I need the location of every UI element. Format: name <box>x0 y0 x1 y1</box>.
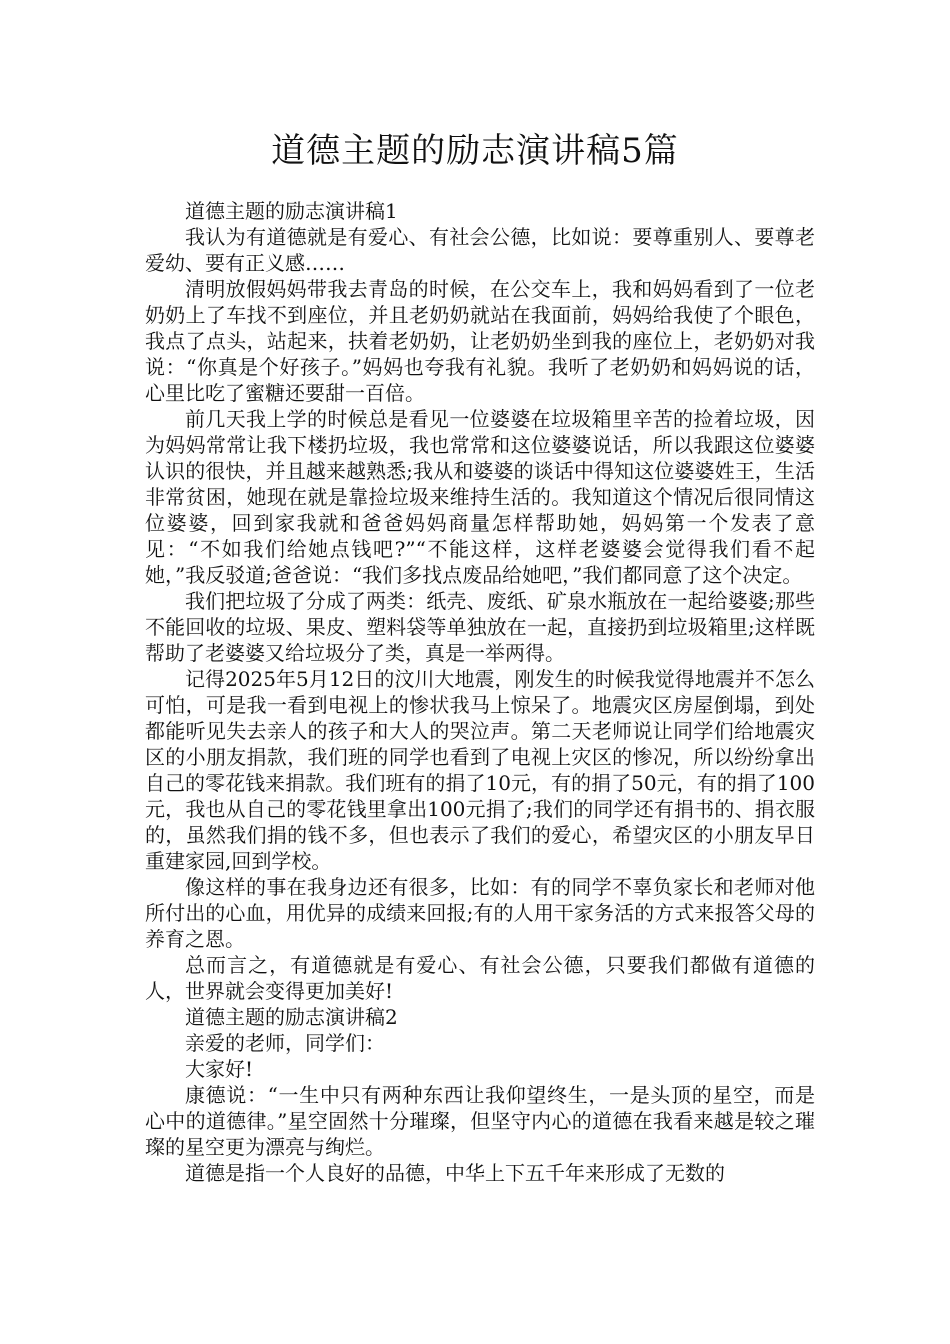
section-heading-2: 道德主题的励志演讲稿2 <box>185 1005 398 1029</box>
greeting: 大家好! <box>185 1057 254 1081</box>
paragraph: 我们把垃圾了分成了两类：纸壳、废纸、矿泉水瓶放在一起给婆婆;那些不能回收的垃圾、果皮、塑料袋等单独放在一起，直接扔到垃圾箱里;这样既帮助了老婆婆又给垃圾分了类，真是一举两得。 <box>145 589 815 665</box>
salutation: 亲爱的老师，同学们： <box>185 1031 385 1055</box>
paragraph: 总而言之，有道德就是有爱心、有社会公德，只要我们都做有道德的人，世界就会变得更加美好! <box>145 953 815 1003</box>
paragraph: 道德是指一个人良好的品德，中华上下五千年来形成了无数的 <box>185 1161 725 1185</box>
paragraph: 前几天我上学的时候总是看见一位婆婆在垃圾箱里辛苦的捡着垃圾，因为妈妈常常让我下楼扔垃圾，我也常常和这位婆婆说话，所以我跟这位婆婆认识的很快，并且越来越熟悉;我从和婆婆的谈话中得知这位婆婆姓王，生活非常贫困，她现在就是靠捡垃圾来维持生活的。我知道这个情况后很同情这位婆婆，回到家我就和爸爸妈妈商量怎样帮助她，妈妈第一个发表了意见：“不如我们给她点钱吧?”“不能这样，这样老婆婆会觉得我们看不起她，”我反驳道;爸爸说：“我们多找点废品给她吧，”我们都同意了这个决定。 <box>145 407 815 587</box>
section-heading-1: 道德主题的励志演讲稿1 <box>185 199 398 223</box>
document-body <box>145 198 815 1186</box>
paragraph: 清明放假妈妈带我去青岛的时候，在公交车上，我和妈妈看到了一位老奶奶上了车找不到座位，并且老奶奶就站在我面前，妈妈给我使了个眼色，我点了点头，站起来，扶着老奶奶，让老奶奶坐到我的座位上，老奶奶对我说：“你真是个好孩子。”妈妈也夸我有礼貌。我听了老奶奶和妈妈说的话，心里比吃了蜜糖还要甜一百倍。 <box>145 277 815 405</box>
paragraph: 像这样的事在我身边还有很多，比如：有的同学不辜负家长和老师对他所付出的心血，用优异的成绩来回报;有的人用干家务活的方式来报答父母的养育之恩。 <box>145 875 815 951</box>
document-title: 道德主题的励志演讲稿5篇 <box>271 131 679 171</box>
paragraph: 康德说：“一生中只有两种东西让我仰望终生，一是头顶的星空，而是心中的道德律。”星空固然十分璀璨，但坚守内心的道德在我看来越是较之璀璨的星空更为漂亮与绚烂。 <box>145 1083 815 1159</box>
paragraph: 记得2025年5月12日的汶川大地震，刚发生的时候我觉得地震并不怎么可怕，可是我一看到电视上的惨状我马上惊呆了。地震灾区房屋倒塌，到处都能听见失去亲人的孩子和大人的哭泣声。第二天老师说让同学们给地震灾区的小朋友捐款，我们班的同学也看到了电视上灾区的惨况，所以纷纷拿出自己的零花钱来捐款。我们班有的捐了10元，有的捐了50元，有的捐了100元，我也从自己的零花钱里拿出100元捐了;我们的同学还有捐书的、捐衣服的，虽然我们捐的钱不多，但也表示了我们的爱心，希望灾区的小朋友早日重建家园,回到学校。 <box>145 667 815 873</box>
paragraph: 我认为有道德就是有爱心、有社会公德，比如说：要尊重别人、要尊老爱幼、要有正义感…… <box>145 225 815 275</box>
